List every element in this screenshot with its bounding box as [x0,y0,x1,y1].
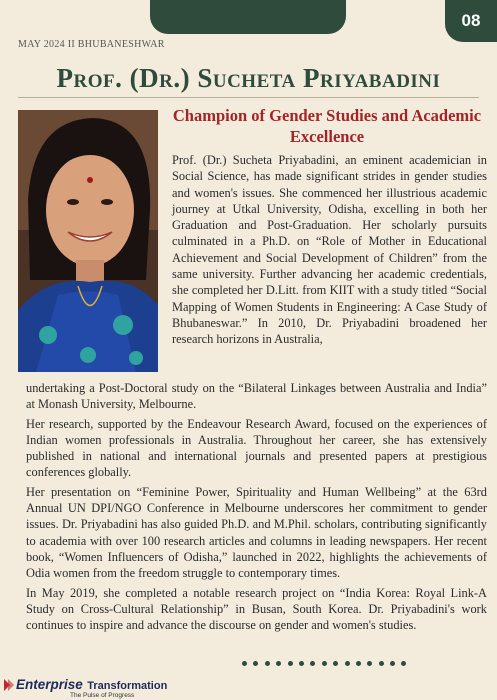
paragraph-research: Her research, supported by the Endeavour Research Award, focused on the experiences of Indian women professionals in Australia. Throughout her career, she has extensively published in national and international journals and presented papers at prestigious conferences globally. [26,416,487,480]
footer-logo [4,676,168,699]
portrait-photo [18,110,158,372]
brand-name: Enterprise [16,677,83,692]
brand-name-second: Transformation [87,680,168,692]
portrait-illustration [18,110,158,372]
title-divider [18,97,479,98]
logo-mark-icon [4,679,14,691]
top-tab-decoration [150,0,346,34]
dateline: MAY 2024 II BHUBANESHWAR [18,39,165,50]
paragraph-korea-project: In May 2019, she completed a notable research project on “India Korea: Royal Link-A Study on Cross-Cultural Relationship” in Busan, South Korea. Dr. Priyabadini's work continues to inspire and advance the discourse on gender and women's studies. [26,585,487,633]
article-subtitle: Champion of Gender Studies and Academic Excellence [172,106,482,146]
paragraph-presentation: Her presentation on “Feminine Power, Spirituality and Human Wellbeing” at the 63rd Annual UN DPI/NGO Conference in Melbourne underscores her commitment to gender issues. Dr. Priyabadini has also guided Ph.D. and M.Phil. scholars, contributing significantly to academia with over 100 research articles and columns in leading newspapers. Her recent book, “Women Influencers of Odisha,” launched in 2022, highlights the achievements of Odia women from the freedom struggle to contemporary times. [26,484,487,581]
page-number-badge: 08 [445,0,497,42]
decorative-dots [242,661,406,666]
brand-tagline: The Pulse of Progress [70,692,135,699]
paragraph-continued: undertaking a Post-Doctoral study on the “Bilateral Linkages between Australia and India” at Monash University, Melbourne. [26,381,487,412]
page-title: Prof. (Dr.) Sucheta Priyabadini [56,63,441,93]
article-body [26,380,487,636]
intro-paragraph: Prof. (Dr.) Sucheta Priyabadini, an eminent academician in Social Science, has made significant strides in gender studies and women's issues. She commenced her illustrious academic journey at Utkal University, Odisha, excelling in both her Graduation and Post-Graduation. Her scholarly pursuits culminated in a Ph.D. on “Role of Mother in Educational Achievement and Social Development of Children” from the same university. Further advancing her academic credentials, she completed her D.Litt. from KIIT with a study titled “Social Mapping of Women Students in Engineering: A Case Study of Bhubaneswar.” In 2010, Dr. Priyabadini broadened her research horizons in Australia, [172,153,487,347]
intro-column [172,152,487,348]
